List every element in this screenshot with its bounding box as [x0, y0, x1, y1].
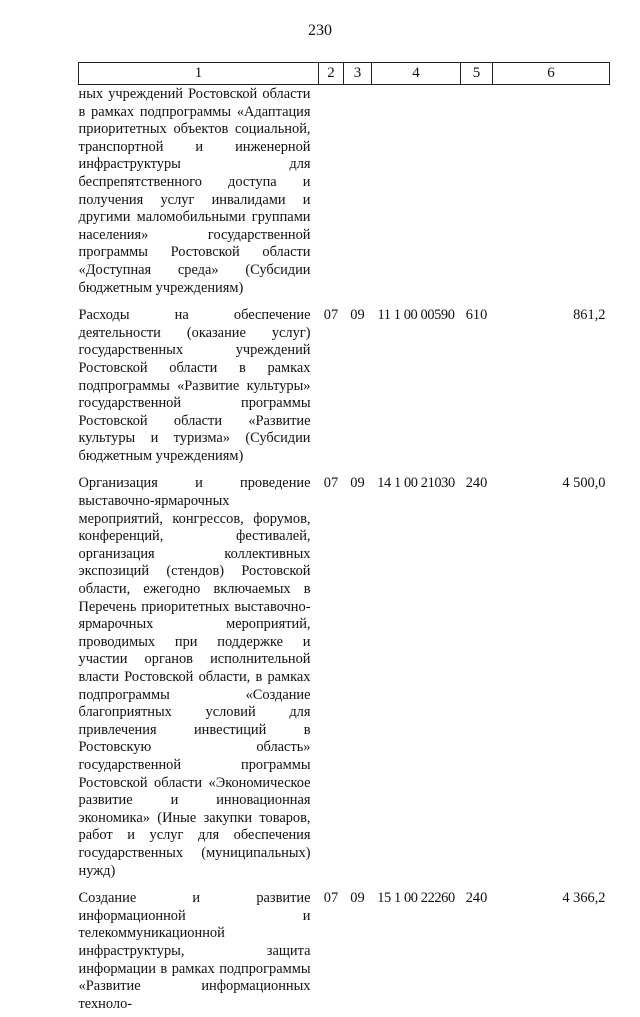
- row-section: [319, 85, 344, 302]
- row-description: Расходы на обеспечение деятельности (оказание услуг) государственных учреждений Ростовской области в рамках подпрограммы «Развитие культуры» государственной программы Ростовской области «Развитие культуры и туризма» (Субсидии бюджетным учреждениям): [78, 307, 311, 464]
- row-target-article: 15 1 00 22260: [377, 890, 455, 907]
- column-header-3: 3: [344, 63, 372, 85]
- row-description: Создание и развитие информационной и телекоммуникационной инфраструктуры, защита информации в рамках подпрограммы «Развитие информационных техноло-: [78, 890, 311, 1012]
- table-row: [79, 469, 610, 884]
- row-description: Организация и проведение выставочно-ярмарочных мероприятий, конгрессов, форумов, конференций, фестивалей, организация коллективных экспозиций (стендов) Ростовской области, ежегодно включаемых в Перечень приоритетных выставочно-ярмарочных мероприятий, проводимых при поддержке и участии органов исполнительной власти Ростовской области, в рамках подпрограммы «Создание благоприятных условий для привлечения инвестиций в Ростовскую область» государственной программы Ростовской области «Экономическое развитие и инновационная экономика» (Иные закупки товаров, работ и услуг для обеспечения государственных (муниципальных) нужд): [78, 475, 311, 879]
- row-amount: [493, 85, 610, 302]
- column-header-6: 6: [493, 63, 610, 85]
- row-description: ных учреждений Ростовской области в рамках подпрограммы «Адаптация приоритетных объектов социальной, транспортной и инженерной инфраструктуры для беспрепятственного доступа и получения услуг инвалидами и другими маломобильными группами населения» государственной программы Ростовской области «Доступная среда» (Субсидии бюджетным учреждениям): [78, 86, 311, 296]
- column-header-1: 1: [79, 63, 319, 85]
- row-target-article: [372, 85, 461, 302]
- row-expense-type: 240: [465, 890, 488, 907]
- row-target-article: 14 1 00 21030: [377, 475, 455, 492]
- table-row: [79, 301, 610, 469]
- table-header-row: [79, 63, 610, 85]
- row-section: 07: [323, 475, 339, 492]
- column-header-5: 5: [461, 63, 493, 85]
- row-amount: 4 500,0: [562, 475, 606, 492]
- row-subsection: 09: [350, 307, 365, 324]
- column-header-4: 4: [372, 63, 461, 85]
- row-expense-type: 610: [465, 307, 488, 324]
- column-header-2: 2: [319, 63, 344, 85]
- table-row: [79, 884, 610, 1017]
- row-amount: 861,2: [573, 307, 606, 324]
- row-amount: 4 366,2: [562, 890, 606, 907]
- row-subsection: 09: [350, 890, 365, 907]
- row-subsection: [344, 85, 372, 302]
- row-target-article: 11 1 00 00590: [377, 307, 455, 324]
- table-row: [79, 85, 610, 302]
- page-number: 230: [308, 22, 332, 39]
- row-expense-type: 240: [465, 475, 488, 492]
- row-expense-type: [461, 85, 493, 302]
- row-section: 07: [323, 307, 339, 324]
- budget-table: [78, 62, 610, 1017]
- row-subsection: 09: [350, 475, 365, 492]
- row-section: 07: [323, 890, 339, 907]
